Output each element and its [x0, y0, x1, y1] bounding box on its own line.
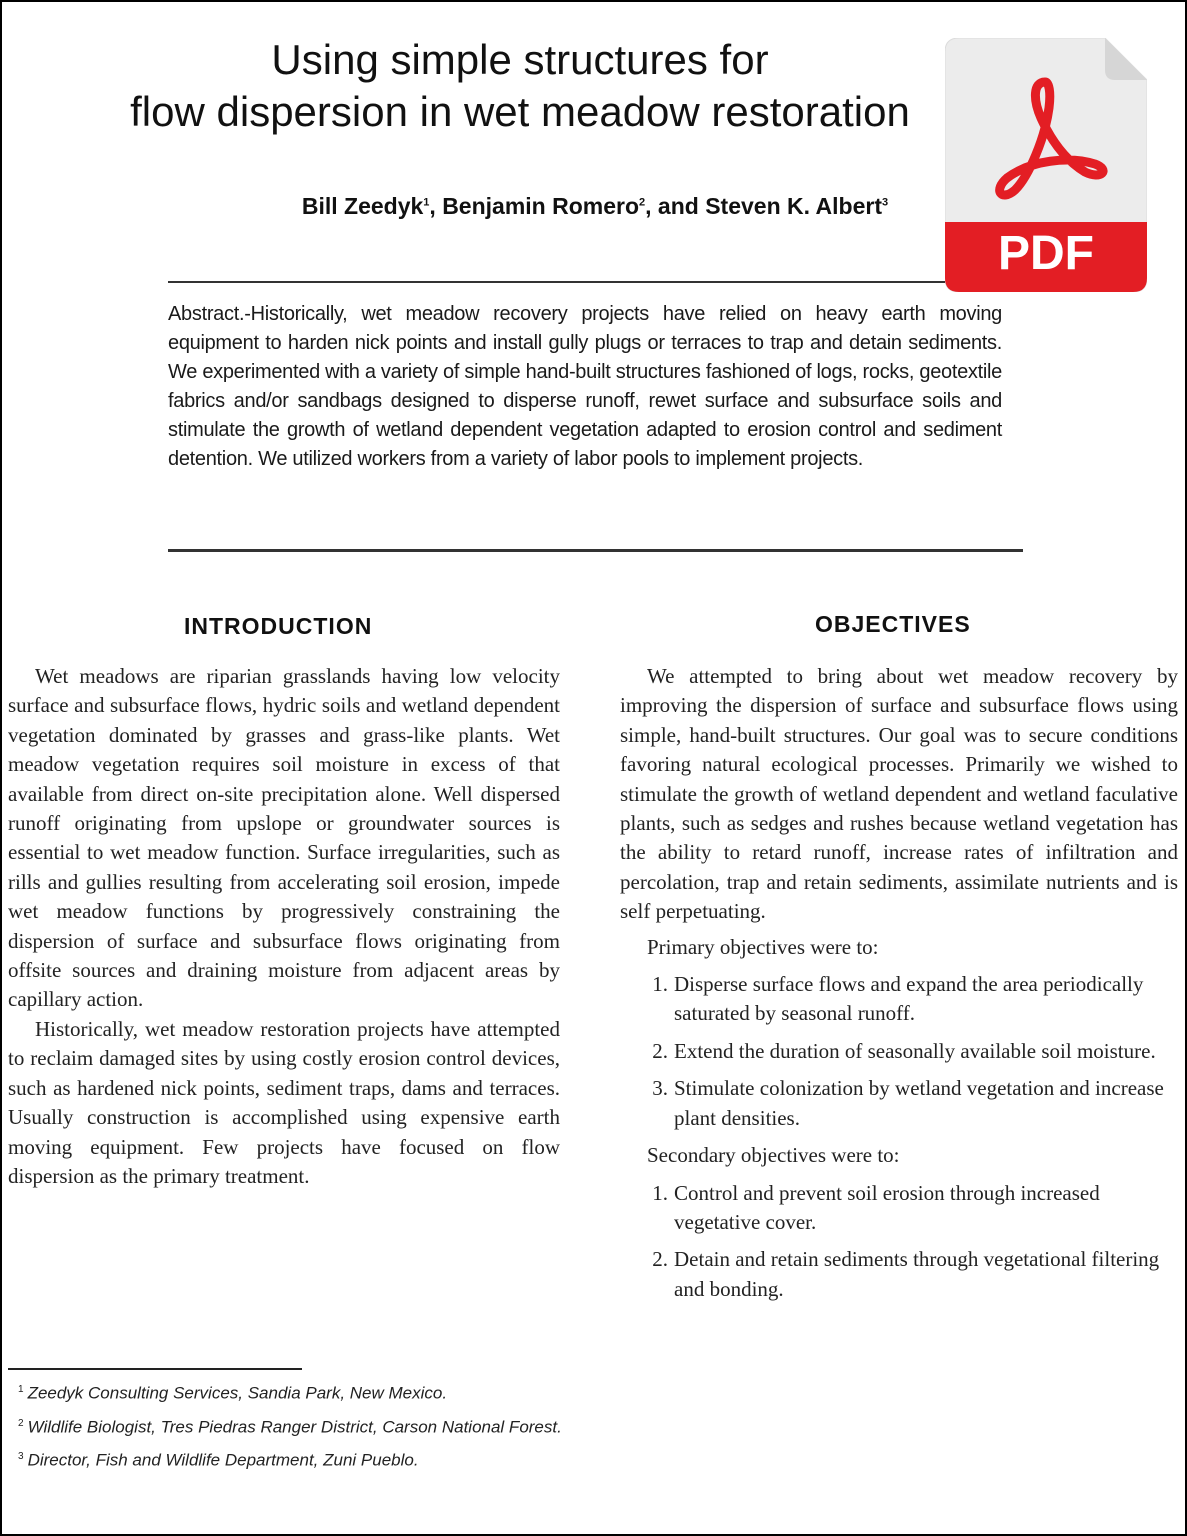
- list-text: Extend the duration of seasonally available soil moisture.: [674, 1038, 1156, 1063]
- list-item: [620, 1179, 1178, 1238]
- footnote-text: Zeedyk Consulting Services, Sandia Park, New Mexico.: [27, 1383, 448, 1403]
- list-number: 2.: [652, 1247, 668, 1272]
- list-text: Detain and retain sediments through vegetational filtering and bonding.: [674, 1247, 1160, 1301]
- footnote: [8, 1412, 578, 1440]
- abstract-bottom-rule: [168, 549, 1023, 552]
- list-number: 2.: [652, 1038, 668, 1063]
- objectives-paragraph: We attempted to bring about wet meadow recovery by improving the dispersion of surface and subsurface flows using simple, hand-built structures. Our goal was to secure conditions favoring natural ecological processes. Primarily we wished to stimulate the growth of wetland dependent and wetland faculative plants, such as sedges and rushes because wetland vegetation has the ability to retard runoff, increase rates of infiltration and percolation, trap and retain sediments, assimilate nutrients and is self perpetuating.: [620, 664, 1178, 924]
- list-item: [620, 970, 1178, 1029]
- list-text: Stimulate colonization by wetland vegetation and increase plant densities.: [674, 1076, 1164, 1130]
- list-number: 1.: [652, 972, 668, 997]
- list-item: [620, 1037, 1178, 1066]
- primary-objectives-lead: Primary objectives were to:: [647, 934, 879, 959]
- pdf-badge-label: PDF: [998, 227, 1094, 280]
- list-text: Disperse surface flows and expand the area periodically saturated by seasonal runoff.: [674, 972, 1144, 1026]
- paper-title-line-2: flow dispersion in wet meadow restoration: [130, 88, 910, 135]
- footnote-text: Wildlife Biologist, Tres Piedras Ranger District, Carson National Forest.: [27, 1417, 562, 1437]
- author-separator: , and: [645, 193, 706, 219]
- abstract-text: Abstract.-Historically, wet meadow recovery projects have relied on heavy earth moving equipment to harden nick points and install gully plugs or terraces to trap and detain sediments. We experimented with a variety of simple hand-built structures fashioned of logs, rocks, geotextile fabrics and/or sandbags designed to disperse runoff, rewet surface and subsurface soils and stimulate the growth of wetland dependent vegetation adapted to erosion control and sediment detention. We utilized workers from a variety of labor pools to implement projects.: [168, 303, 1002, 470]
- introduction-paragraph: Wet meadows are riparian grasslands having low velocity surface and subsurface flows, hydric soils and wetland dependent vegetation dominated by grasses and grass-like plants. Wet meadow vegetation requires soil moisture in excess of that available from direct on-site precipitation alone. Well dispersed runoff originating from upslope or groundwater sources is essential to wet meadow function. Surface irregularities, such as rills and gullies resulting from accelerating soil erosion, impede wet meadow functions by progressively constraining the dispersion of surface and subsurface flows originating from offsite sources and draining moisture from adjacent areas by capillary action.: [8, 664, 560, 1012]
- footnote-text: Director, Fish and Wildlife Department, Zuni Pueblo.: [27, 1450, 419, 1470]
- list-text: Control and prevent soil erosion through increased vegetative cover.: [674, 1180, 1100, 1234]
- secondary-objectives-list: [620, 1179, 1178, 1305]
- author-name: Benjamin Romero: [442, 193, 640, 219]
- objectives-heading: OBJECTIVES: [815, 611, 971, 637]
- secondary-objectives-lead: Secondary objectives were to:: [647, 1143, 900, 1168]
- author-footnote-mark: 2: [639, 196, 646, 209]
- objectives-column: [620, 662, 1178, 1312]
- author-name: Bill Zeedyk: [301, 193, 424, 219]
- author-footnote-mark: 3: [882, 196, 889, 209]
- paper-title-line-1: Using simple structures for: [271, 36, 769, 83]
- footnote: [8, 1445, 578, 1473]
- footnote: [8, 1378, 578, 1406]
- footnote-rule: [8, 1368, 302, 1370]
- footnote-mark: 1: [18, 1384, 24, 1395]
- footnote-mark: 2: [18, 1417, 24, 1429]
- introduction-column: [8, 662, 560, 1191]
- footnote-mark: 3: [18, 1451, 24, 1463]
- introduction-heading: INTRODUCTION: [184, 613, 373, 639]
- footnotes: [8, 1378, 578, 1479]
- author-separator: ,: [429, 193, 443, 219]
- list-item: [620, 1245, 1178, 1304]
- author-footnote-mark: 1: [423, 196, 430, 209]
- abstract-top-rule: [168, 281, 948, 283]
- list-number: 1.: [652, 1180, 668, 1205]
- introduction-paragraph: Historically, wet meadow restoration projects have attempted to reclaim damaged sites by using costly erosion control devices, such as hardened nick points, sediment traps, dams and terraces. Usually construction is accomplished using expensive earth moving equipment. Few projects have focused on flow dispersion as the primary treatment.: [8, 1016, 560, 1188]
- primary-objectives-list: [620, 970, 1178, 1133]
- list-item: [620, 1074, 1178, 1133]
- list-number: 3.: [652, 1076, 668, 1101]
- author-name: Steven K. Albert: [705, 193, 883, 219]
